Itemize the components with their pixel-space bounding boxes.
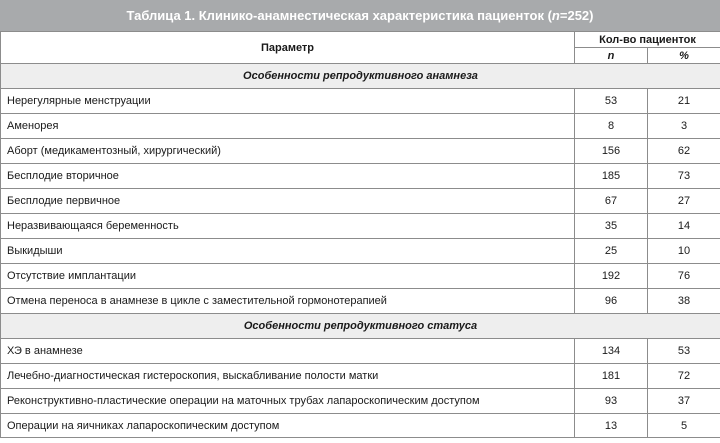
row-count: 13 <box>575 414 648 438</box>
table-row <box>1 89 720 114</box>
row-count: 35 <box>575 214 648 239</box>
row-percent: 14 <box>648 214 720 239</box>
row-count: 8 <box>575 114 648 139</box>
table-row <box>1 264 720 289</box>
row-count: 156 <box>575 139 648 164</box>
table-row <box>1 239 720 264</box>
row-percent: 76 <box>648 264 720 289</box>
row-parameter: Отсутствие имплантации <box>1 264 575 289</box>
table-title-suffix: =252) <box>559 8 594 23</box>
row-percent: 21 <box>648 89 720 114</box>
row-parameter: Аборт (медикаментозный, хирургический) <box>1 139 575 164</box>
row-percent: 5 <box>648 414 720 438</box>
table-row <box>1 414 720 438</box>
row-percent: 3 <box>648 114 720 139</box>
row-parameter: Реконструктивно-пластические операции на маточных трубах лапароскопическим доступом <box>1 389 575 414</box>
table-row <box>1 339 720 364</box>
table-row <box>1 389 720 414</box>
header-patient-count: Кол-во пациенток <box>575 32 720 48</box>
row-parameter: Аменорея <box>1 114 575 139</box>
section-row <box>1 64 720 89</box>
row-count: 67 <box>575 189 648 214</box>
table-row <box>1 289 720 314</box>
row-parameter: Бесплодие вторичное <box>1 164 575 189</box>
row-percent: 62 <box>648 139 720 164</box>
row-parameter: Лечебно-диагностическая гистероскопия, выскабливание полости матки <box>1 364 575 389</box>
table-row <box>1 189 720 214</box>
row-count: 96 <box>575 289 648 314</box>
row-parameter: Операции на яичниках лапароскопическим доступом <box>1 414 575 438</box>
section-row <box>1 314 720 339</box>
table-title <box>0 0 720 31</box>
table-row <box>1 364 720 389</box>
row-count: 134 <box>575 339 648 364</box>
table-body <box>1 64 720 438</box>
table-title-prefix: Таблица 1. Клинико-анамнестическая характеристика пациенток ( <box>126 8 552 23</box>
row-parameter: Выкидыши <box>1 239 575 264</box>
row-percent: 38 <box>648 289 720 314</box>
row-percent: 37 <box>648 389 720 414</box>
row-count: 181 <box>575 364 648 389</box>
row-count: 192 <box>575 264 648 289</box>
table-title-n: n <box>551 8 560 23</box>
row-count: 185 <box>575 164 648 189</box>
row-count: 25 <box>575 239 648 264</box>
row-count: 53 <box>575 89 648 114</box>
section-title: Особенности репродуктивного анамнеза <box>1 64 720 89</box>
row-percent: 10 <box>648 239 720 264</box>
row-parameter: Бесплодие первичное <box>1 189 575 214</box>
row-percent: 27 <box>648 189 720 214</box>
row-percent: 73 <box>648 164 720 189</box>
row-parameter: Неразвивающаяся беременность <box>1 214 575 239</box>
row-parameter: Нерегулярные менструации <box>1 89 575 114</box>
patient-characteristics-table <box>0 31 720 438</box>
header-n: n <box>575 48 648 64</box>
header-percent: % <box>648 48 720 64</box>
row-percent: 72 <box>648 364 720 389</box>
row-percent: 53 <box>648 339 720 364</box>
table-row <box>1 214 720 239</box>
row-count: 93 <box>575 389 648 414</box>
section-title: Особенности репродуктивного статуса <box>1 314 720 339</box>
table-row <box>1 114 720 139</box>
table-row <box>1 164 720 189</box>
row-parameter: ХЭ в анамнезе <box>1 339 575 364</box>
row-parameter: Отмена переноса в анамнезе в цикле с заместительной гормонотерапией <box>1 289 575 314</box>
header-parameter: Параметр <box>1 32 575 64</box>
table-row <box>1 139 720 164</box>
